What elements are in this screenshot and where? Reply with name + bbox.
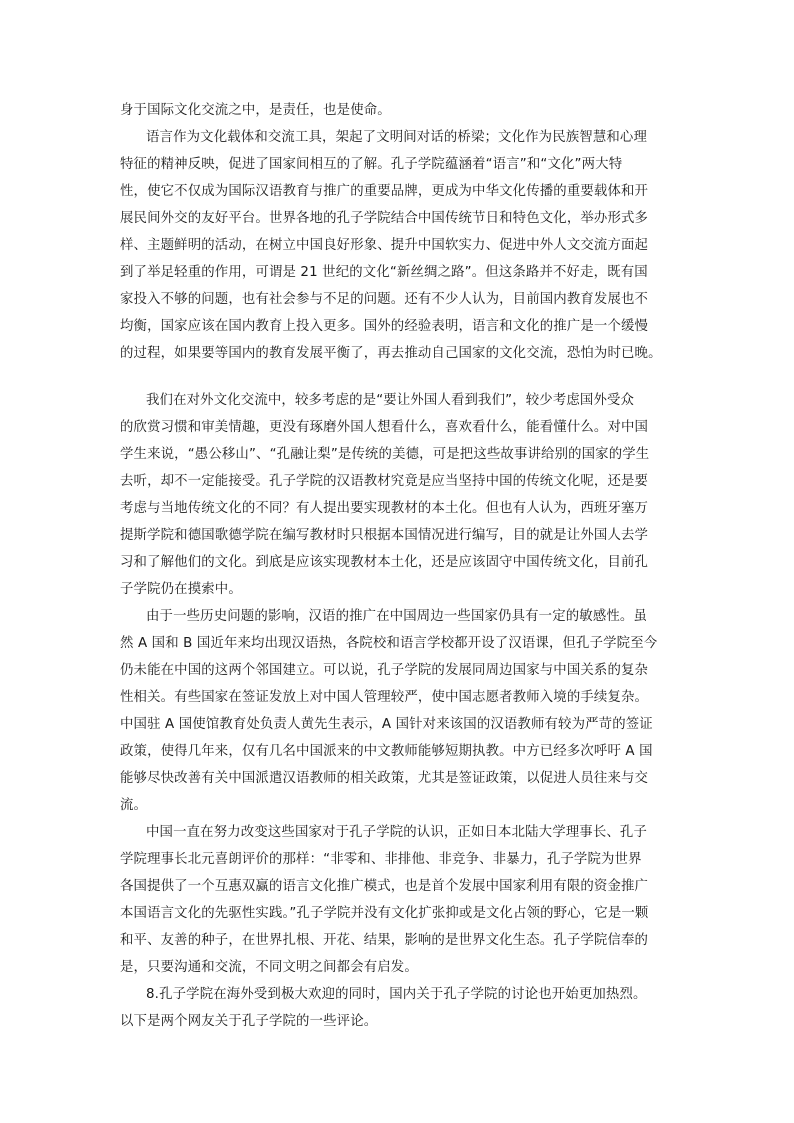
text-line: 性，使它不仅成为国际汉语教育与推广的重要品牌，更成为中华文化传播的重要载体和开	[120, 184, 649, 199]
text-line: 性相关。有些国家在签证发放上对中国人管理较严，使中国志愿者教师入境的手续复杂。	[120, 690, 649, 705]
text-line: 是，只要沟通和交流，不同文明之间都会有启发。	[120, 960, 418, 975]
text-line: 语言作为文化载体和交流工具，架起了文明间对话的桥梁；文化作为民族智慧和心理	[146, 130, 648, 145]
text-line: 8.孔子学院在海外受到极大欢迎的同时，国内关于孔子学院的讨论也开始更加热烈。	[146, 987, 647, 1002]
text-line: 均衡，国家应该在国内教育上投入更多。国外的经验表明，语言和文化的推广是一个缓慢	[120, 319, 649, 334]
paragraph	[120, 124, 690, 367]
text-line: 到了举足轻重的作用，可谓是 21 世纪的文化“新丝绸之路”。但这条路并不好走，既有国	[120, 265, 648, 280]
text-line: 样、主题鲜明的活动，在树立中国良好形象、提升中国软实力、促进中外人文交流方面起	[120, 238, 649, 253]
text-line: 仍未能在中国的这两个邻国建立。可以说，孔子学院的发展同周边国家与中国关系的复杂	[120, 663, 649, 678]
paragraph-spacer	[120, 367, 690, 387]
text-line: 中国驻 A 国使馆教育处负责人黄先生表示，A 国针对来该国的汉语教师有较为严苛的签证	[120, 717, 653, 732]
paragraph	[120, 981, 690, 1008]
text-line: 习和了解他们的文化。到底是应该实现教材本土化，还是应该固守中国传统文化，目前孔	[120, 555, 649, 570]
text-line: 由于一些历史问题的影响，汉语的推广在中国周边一些国家仍具有一定的敏感性。虽	[146, 609, 648, 624]
paragraph	[120, 97, 690, 124]
text-line: 展民间外交的友好平台。世界各地的孔子学院结合中国传统节日和特色文化，举办形式多	[120, 211, 649, 226]
text-line: 能够尽快改善有关中国派遣汉语教师的相关政策，尤其是签证政策，以促进人员往来与交	[120, 771, 649, 786]
text-line: 然 A 国和 B 国近年来均出现汉语热，各院校和语言学校都开设了汉语课，但孔子学院至今	[120, 636, 658, 651]
paragraph	[120, 819, 690, 981]
text-line: 学院理事长北元喜朗评价的那样：“非零和、非排他、非竞争、非暴力，孔子学院为世界	[120, 852, 642, 867]
text-line: 的过程，如果要等国内的教育发展平衡了，再去推动自己国家的文化交流，恐怕为时已晚。	[120, 346, 662, 361]
text-line: 政策，使得几年来，仅有几名中国派来的中文教师能够短期执教。中方已经多次呼吁 A 国	[120, 744, 653, 759]
text-line: 中国一直在努力改变这些国家对于孔子学院的认识，正如日本北陆大学理事长、孔子	[146, 825, 648, 840]
text-line: 以下是两个网友关于孔子学院的一些评论。	[120, 1014, 378, 1029]
text-line: 提斯学院和德国歌德学院在编写教材时只根据本国情况进行编写，目的就是让外国人去学	[120, 528, 649, 543]
paragraph	[120, 387, 690, 603]
text-line: 考虑与当地传统文化的不同？有人提出要实现教材的本土化。但也有人认为，西班牙塞万	[120, 501, 649, 516]
text-line: 去听，却不一定能接受。孔子学院的汉语教材究竟是应当坚持中国的传统文化呢，还是要	[120, 474, 649, 489]
text-line: 子学院仍在摸索中。	[120, 582, 242, 597]
text-line: 学生来说，“愚公移山”、“孔融让梨”是传统的美德，可是把这些故事讲给别的国家的学生	[120, 447, 650, 462]
text-line: 本国语言文化的先驱性实践。”孔子学院并没有文化扩张抑或是文化占领的野心，它是一颗	[120, 906, 649, 921]
text-line: 我们在对外文化交流中，较多考虑的是“要让外国人看到我们”，较少考虑国外受众	[146, 393, 635, 408]
text-line: 各国提供了一个互惠双赢的语言文化推广模式，也是首个发展中国家利用有限的资金推广	[120, 879, 649, 894]
text-line: 流。	[120, 798, 148, 813]
document-body	[120, 97, 690, 1035]
text-line: 身于国际文化交流之中，是责任，也是使命。	[120, 103, 391, 118]
text-line: 的欣赏习惯和审美情趣，更没有琢磨外国人想看什么，喜欢看什么，能看懂什么。对中国	[120, 420, 649, 435]
paragraph	[120, 1008, 690, 1035]
text-line: 特征的精神反映，促进了国家间相互的了解。孔子学院蕴涵着“语言”和“文化”两大特	[120, 157, 623, 172]
text-line: 和平、友善的种子，在世界扎根、开花、结果，影响的是世界文化生态。孔子学院信奉的	[120, 933, 649, 948]
text-line: 家投入不够的问题，也有社会参与不足的问题。还有不少人认为，目前国内教育发展也不	[120, 292, 649, 307]
paragraph	[120, 603, 690, 819]
